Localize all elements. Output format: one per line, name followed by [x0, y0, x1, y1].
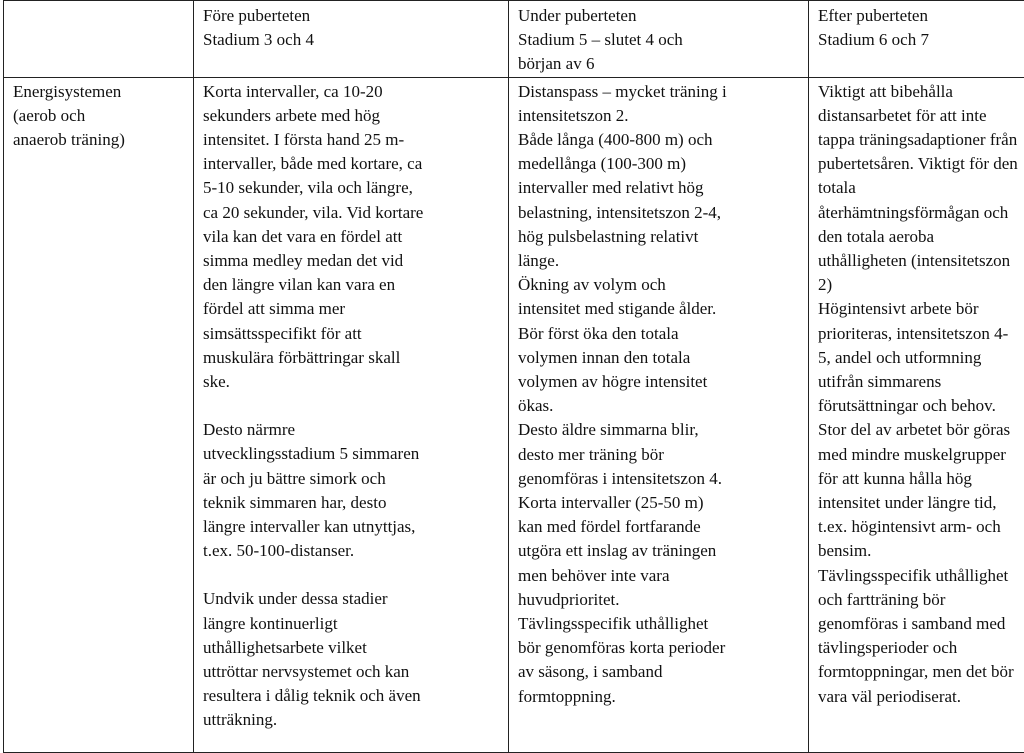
text-line: intensitet under längre tid, [818, 491, 1024, 515]
text-line: men behöver inte vara [518, 564, 800, 588]
header-line: Stadium 3 och 4 [203, 28, 500, 52]
text-line: utträkning. [203, 708, 500, 732]
text-line: teknik simmaren har, desto [203, 491, 500, 515]
text-line: vila kan det vara en fördel att [203, 225, 500, 249]
text-line: simsättsspecifikt för att [203, 322, 500, 346]
text-line: desto mer träning bör [518, 443, 800, 467]
text-line: är och ju bättre simork och [203, 467, 500, 491]
cell-during-puberty [509, 77, 809, 752]
text-line: prioriteras, intensitetszon 4- [818, 322, 1024, 346]
text-line: Stor del av arbetet bör göras [818, 418, 1024, 442]
text-line: utgöra ett inslag av träningen [518, 539, 800, 563]
text-line: utvecklingsstadium 5 simmaren [203, 442, 500, 466]
text-line: 5, andel och utformning [818, 346, 1024, 370]
text-line: ske. [203, 370, 500, 394]
text-line: fördel att simma mer [203, 297, 500, 321]
text-line: återhämtningsförmågan och [818, 201, 1024, 225]
row-label-line: (aerob och [13, 104, 185, 128]
text-line: huvudprioritet. [518, 588, 800, 612]
text-line: 5-10 sekunder, vila och längre, [203, 176, 500, 200]
text-line: Både långa (400-800 m) och [518, 128, 800, 152]
text-line: ökas. [518, 394, 800, 418]
text-line: tappa träningsadaptioner från [818, 128, 1024, 152]
row-label-cell [4, 77, 194, 752]
text-line: Distanspass – mycket träning i [518, 80, 800, 104]
text-line: sekunders arbete med hög [203, 104, 500, 128]
text-line: genomföras i intensitetszon 4. [518, 467, 800, 491]
text-line: uthålligheten (intensitetszon [818, 249, 1024, 273]
text-line: för att kunna hålla hög [818, 467, 1024, 491]
energy-systems-row [4, 77, 1024, 752]
text-line: hög pulsbelastning relativt [518, 225, 800, 249]
text-line: intensitetszon 2. [518, 104, 800, 128]
text-line: muskulära förbättringar skall [203, 346, 500, 370]
header-line: Stadium 6 och 7 [818, 28, 1024, 52]
text-line: ca 20 sekunder, vila. Vid kortare [203, 201, 500, 225]
text-line: den längre vilan kan vara en [203, 273, 500, 297]
header-cell-before-puberty [194, 1, 509, 78]
text-line: pubertetsåren. Viktigt för den [818, 152, 1024, 176]
header-line: Efter puberteten [818, 4, 1024, 28]
header-line: Före puberteten [203, 4, 500, 28]
cell-after-puberty [809, 77, 1024, 752]
text-line: intervaller, både med kortare, ca [203, 152, 500, 176]
text-line: Korta intervaller, ca 10-20 [203, 80, 500, 104]
row-label-line: Energisystemen [13, 80, 185, 104]
header-line: Under puberteten [518, 4, 800, 28]
text-line: totala [818, 176, 1024, 200]
header-cell-after-puberty [809, 1, 1024, 78]
header-row [4, 1, 1024, 78]
text-line: intensitet. I första hand 25 m- [203, 128, 500, 152]
row-label-line: anaerob träning) [13, 128, 185, 152]
header-line: början av 6 [518, 52, 800, 76]
text-line: intensitet med stigande ålder. [518, 297, 800, 321]
text-line: utifrån simmarens [818, 370, 1024, 394]
text-line: volymen innan den totala [518, 346, 800, 370]
text-line: Desto äldre simmarna blir, [518, 418, 800, 442]
text-line: intervaller med relativt hög [518, 176, 800, 200]
text-line: uttröttar nervsystemet och kan [203, 660, 500, 684]
text-line: formtoppning. [518, 685, 800, 709]
text-line: volymen av högre intensitet [518, 370, 800, 394]
text-line: 2) [818, 273, 1024, 297]
text-line: medellånga (100-300 m) [518, 152, 800, 176]
text-line: Ökning av volym och [518, 273, 800, 297]
header-cell-during-puberty [509, 1, 809, 78]
text-line: Korta intervaller (25-50 m) [518, 491, 800, 515]
text-line: t.ex. 50-100-distanser. [203, 539, 500, 563]
text-line: Tävlingsspecifik uthållighet [518, 612, 800, 636]
text-line: belastning, intensitetszon 2-4, [518, 201, 800, 225]
text-line: simma medley medan det vid [203, 249, 500, 273]
text-line: distansarbetet för att inte [818, 104, 1024, 128]
text-line: uthållighetsarbete vilket [203, 636, 500, 660]
header-cell-empty [4, 1, 194, 78]
text-line: kan med fördel fortfarande [518, 515, 800, 539]
text-line: Högintensivt arbete bör [818, 297, 1024, 321]
text-line: Desto närmre [203, 418, 500, 442]
text-line: av säsong, i samband [518, 660, 800, 684]
text-line: Bör först öka den totala [518, 322, 800, 346]
paragraph-gap [203, 563, 500, 587]
text-line: och fartträning bör [818, 588, 1024, 612]
text-line: Tävlingsspecifik uthållighet [818, 564, 1024, 588]
text-line: förutsättningar och behov. [818, 394, 1024, 418]
text-line: Viktigt att bibehålla [818, 80, 1024, 104]
text-line: den totala aeroba [818, 225, 1024, 249]
training-table [3, 0, 1024, 753]
text-line: vara väl periodiserat. [818, 685, 1024, 709]
text-line: Undvik under dessa stadier [203, 587, 500, 611]
cell-before-puberty [194, 77, 509, 752]
text-line: bör genomföras korta perioder [518, 636, 800, 660]
header-line: Stadium 5 – slutet 4 och [518, 28, 800, 52]
text-line: längre intervaller kan utnyttjas, [203, 515, 500, 539]
text-line: längre kontinuerligt [203, 612, 500, 636]
text-line: formtoppningar, men det bör [818, 660, 1024, 684]
text-line: med mindre muskelgrupper [818, 443, 1024, 467]
text-line: resultera i dålig teknik och även [203, 684, 500, 708]
text-line: genomföras i samband med [818, 612, 1024, 636]
text-line: länge. [518, 249, 800, 273]
text-line: tävlingsperioder och [818, 636, 1024, 660]
paragraph-gap [203, 394, 500, 418]
text-line: t.ex. högintensivt arm- och [818, 515, 1024, 539]
text-line: bensim. [818, 539, 1024, 563]
